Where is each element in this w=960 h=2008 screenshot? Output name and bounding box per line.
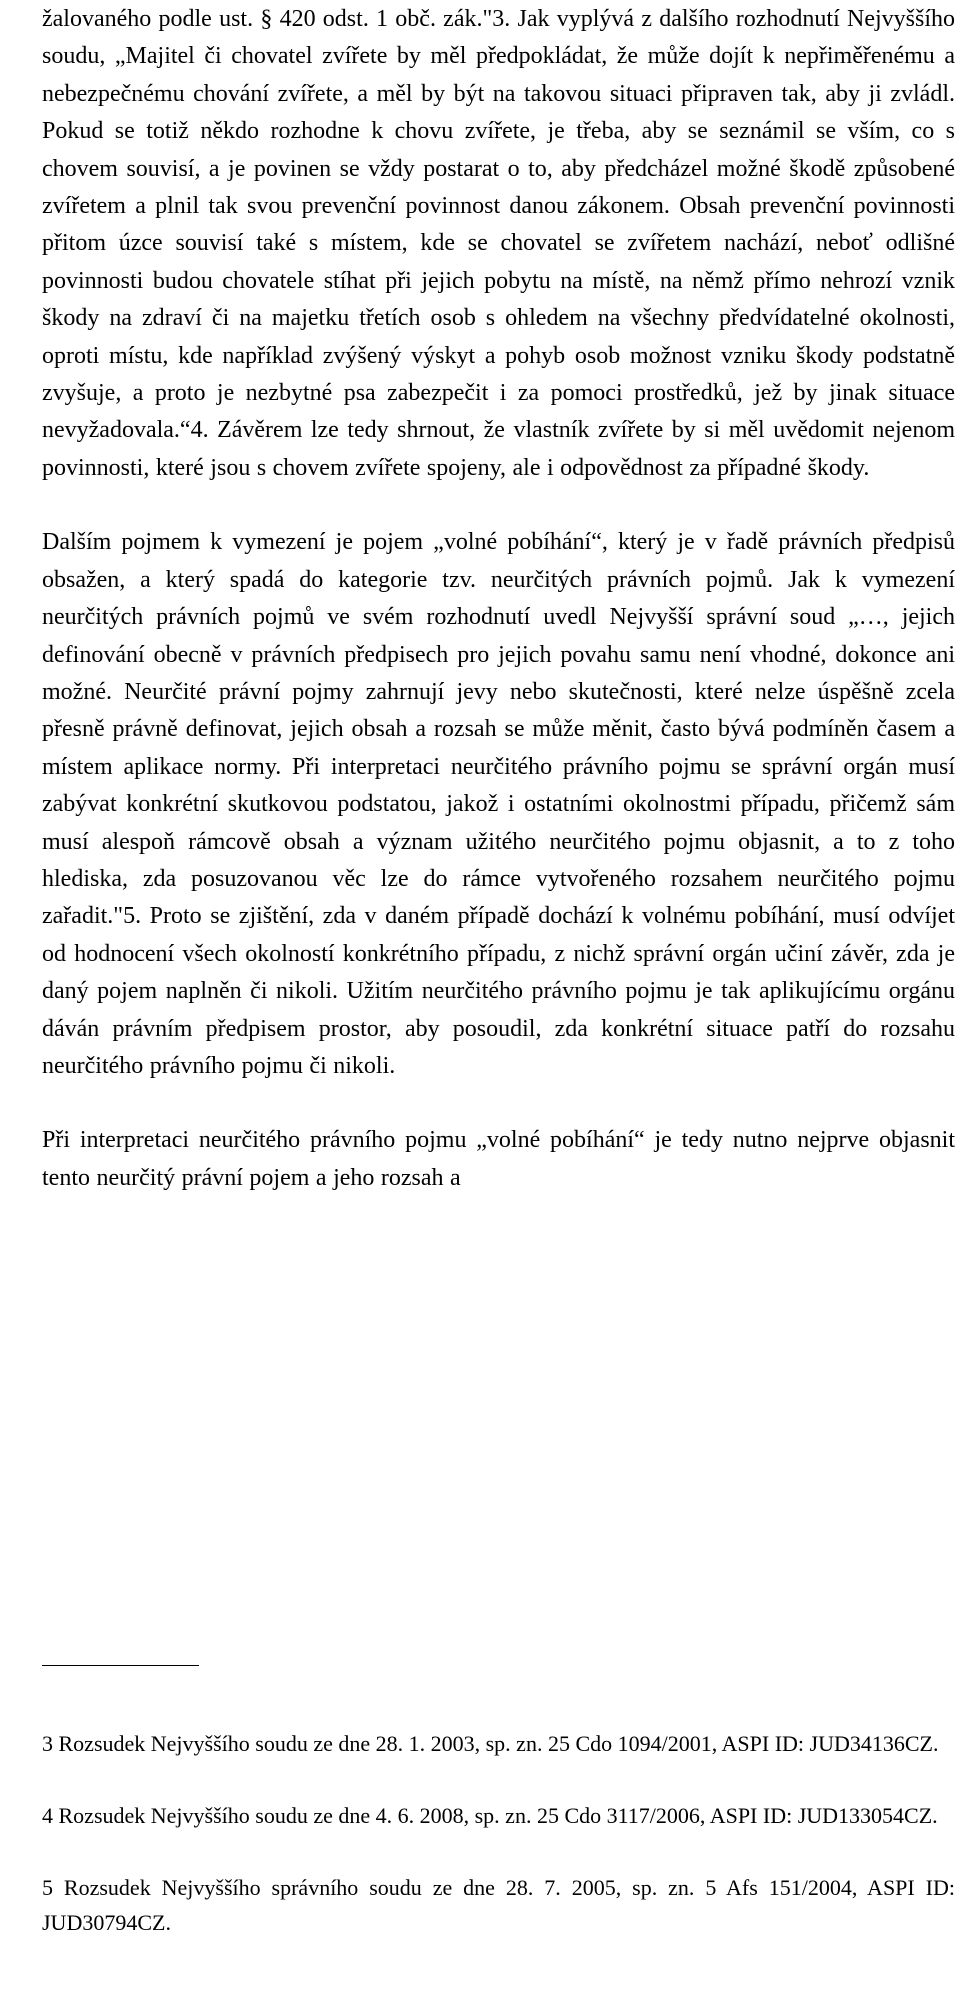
footnote-3: 3 Rozsudek Nejvyššího soudu ze dne 28. 1. 2003, sp. zn. 25 Cdo 1094/2001, ASPI ID: JUD34136CZ. <box>42 1731 939 1756</box>
footnote-4: 4 Rozsudek Nejvyššího soudu ze dne 4. 6. 2008, sp. zn. 25 Cdo 3117/2006, ASPI ID: JUD133054CZ. <box>42 1803 938 1828</box>
document-page <box>42 0 955 1935</box>
body-paragraph-2: Dalším pojmem k vymezení je pojem „volné pobíhání“, který je v řadě právních předpisů obsažen, a který spadá do kategorie tzv. neurčitých právních pojmů. Jak k vymezení neurčitých právních pojmů ve svém rozhodnutí uvedl Nejvyšší správní soud „…, jejich definování obecně v právních předpisech pro jejich povahu samu není vhodné, dokonce ani možné. Neurčité právní pojmy zahrnují jevy nebo skutečnosti, které nelze úspěšně zcela přesně právně definovat, jejich obsah a rozsah se může měnit, často bývá podmíněn časem a místem aplikace normy. Při interpretaci neurčitého právního pojmu se správní orgán musí zabývat konkrétní skutkovou podstatou, jakož i ostatními okolnostmi případu, přičemž sám musí alespoň rámcově obsah a význam užitého neurčitého pojmu objasnit, a to z toho hlediska, zda posuzovanou věc lze do rámce vytvořeného rozsahem neurčitého pojmu zařadit."5. Proto se zjištění, zda v daném případě dochází k volnému pobíhání, musí odvíjet od hodnocení všech okolností konkrétního případu, z nichž správní orgán učiní závěr, zda je daný pojem naplněn či nikoli. Užitím neurčitého právního pojmu je tak aplikujícímu orgánu dáván právním předpisem prostor, aby posoudil, zda konkrétní situace patří do rozsahu neurčitého právního pojmu či nikoli. <box>42 529 955 1079</box>
footnotes-section <box>42 1726 955 1977</box>
footnote-5: 5 Rozsudek Nejvyššího správního soudu ze dne 28. 7. 2005, sp. zn. 5 Afs 151/2004, ASPI ID: JUD30794CZ. <box>42 1875 955 1935</box>
body-paragraph-1: žalovaného podle ust. § 420 odst. 1 obč. zák."3. Jak vyplývá z dalšího rozhodnutí Nejvyššího soudu, „Majitel či chovatel zvířete by měl předpokládat, že může dojít k nepřiměřenému a nebezpečnému chování zvířete, a měl by být na takovou situaci připraven tak, aby ji zvládl. Pokud se totiž někdo rozhodne k chovu zvířete, je třeba, aby se seznámil se vším, co s chovem souvisí, a je povinen se vždy postarat o to, aby předcházel možné škodě způsobené zvířetem a plnil tak svou prevenční povinnost danou zákonem. Obsah prevenční povinnosti přitom úzce souvisí také s místem, kde se chovatel se zvířetem nachází, neboť odlišné povinnosti budou chovatele stíhat při jejich pobytu na místě, na němž přímo nehrozí vznik škody na zdraví či na majetku třetích osob s ohledem na všechny předvídatelné okolnosti, oproti místu, kde například zvýšený výskyt a pohyb osob možnost vzniku škody podstatně zvyšuje, a proto je nezbytné psa zabezpečit i za pomoci prostředků, jež by jinak situace nevyžadovala.“4. Závěrem lze tedy shrnout, že vlastník zvířete by si měl uvědomit nejenom povinnosti, které jsou s chovem zvířete spojeny, ale i odpovědnost za případné škody. <box>42 6 955 481</box>
body-paragraph-3: Při interpretaci neurčitého právního pojmu „volné pobíhání“ je tedy nutno nejprve objasnit tento neurčitý právní pojem a jeho rozsah a <box>42 1127 955 1191</box>
footnote-separator <box>42 1665 199 1666</box>
